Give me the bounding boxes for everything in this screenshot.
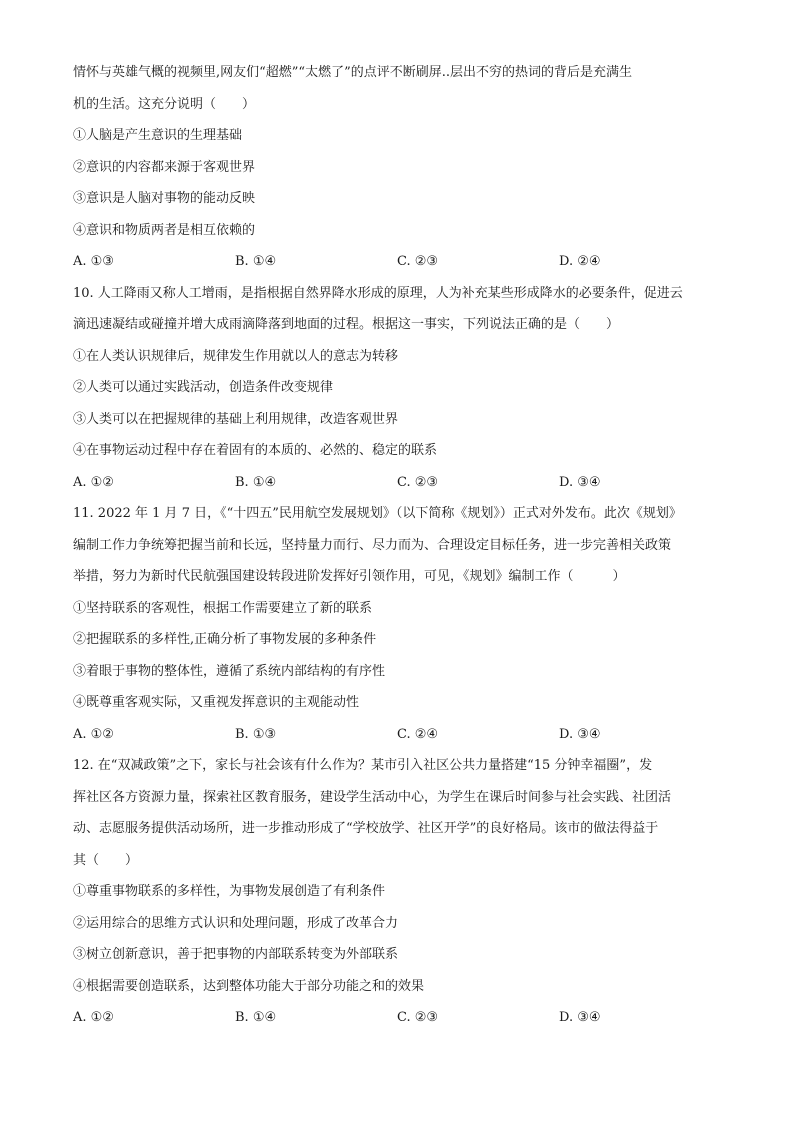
question-11 [73, 503, 723, 746]
statement-1: ①尊重事物联系的多样性，为事物发展创造了有利条件 [73, 884, 386, 899]
question-stem-line: 编制工作力争统筹把握当前和长远，坚持量力而行、尽力而为、合理设定目标任务，进一步完善相关政策 [73, 537, 672, 553]
question-12 [73, 755, 723, 1029]
option-b: B. ①④ [235, 254, 277, 269]
question-10 [73, 283, 723, 494]
option-b: B. ①④ [235, 474, 277, 490]
statement-3: ③意识是人脑对事物的能动反映 [73, 191, 256, 206]
question-stem-line: 其（ ） [73, 852, 139, 868]
question-stem-line: 12. 在“双减政策”之下，家长与社会该有什么作为？某市引入社区公共力量搭建“15 分钟幸福圈”，发 [73, 758, 653, 773]
option-a: A. ①② [73, 1010, 114, 1025]
question-stem-line: 情怀与英雄气概的视频里,网友们“超燃”“太燃了”的点评不断刷屏..层出不穷的热词的背后是充满生 [73, 65, 632, 80]
statement-4: ④意识和物质两者是相互依赖的 [73, 222, 256, 238]
option-a: A. ①② [73, 726, 114, 742]
option-d: D. ③④ [559, 474, 601, 490]
statement-4: ④在事物运动过程中存在着固有的本质的、必然的、稳定的联系 [73, 443, 438, 458]
exam-page [73, 62, 723, 1029]
question-stem-line: 11. 2022 年 1 月 7 日，《“十四五”民用航空发展规划》（以下简称《规划》）正式对外发布。此次《规划》 [73, 506, 682, 521]
statement-4: ④既尊重客观实际，又重视发挥意识的主观能动性 [73, 695, 360, 710]
statement-1: ①在人类认识规律后，规律发生作用就以人的意志为转移 [73, 348, 399, 364]
option-c: C. ②④ [397, 726, 439, 742]
question-9 [73, 62, 723, 273]
option-c: C. ②③ [397, 474, 439, 490]
statement-3: ③树立创新意识，善于把事物的内部联系转变为外部联系 [73, 947, 399, 962]
option-a: A. ①③ [73, 254, 114, 269]
option-b: B. ①③ [235, 726, 277, 742]
statement-2: ②运用综合的思维方式认识和处理问题，形成了改革合力 [73, 915, 399, 931]
statement-3: ③着眼于事物的整体性，遵循了系统内部结构的有序性 [73, 663, 386, 679]
answer-options [73, 251, 723, 273]
option-c: C. ②③ [397, 1010, 439, 1025]
question-stem-line: 动、志愿服务提供活动场所，进一步推动形成了“学校放学、社区开学”的良好格局。该市的做法得益于 [73, 821, 659, 836]
answer-options [73, 724, 723, 746]
question-stem-line: 举措，努力为新时代民航强国建设转段进阶发挥好引领作用，可见，《规划》编制工作（ ） [73, 569, 626, 584]
question-stem-line: 10. 人工降雨又称人工增雨，是指根据自然界降水形成的原理，人为补充某些形成降水的必要条件，促进云 [73, 285, 683, 301]
answer-options [73, 1007, 723, 1029]
question-stem-line: 机的生活。这充分说明（ ） [73, 96, 256, 112]
statement-4: ④根据需要创造联系，达到整体功能大于部分功能之和的效果 [73, 978, 425, 994]
question-stem-line: 滴迅速凝结或碰撞并增大成雨滴降落到地面的过程。根据这一事实，下列说法正确的是（ ） [73, 317, 620, 332]
statement-1: ①人脑是产生意识的生理基础 [73, 128, 243, 143]
option-d: D. ②④ [559, 254, 601, 269]
option-d: D. ③④ [559, 1010, 601, 1025]
option-c: C. ②③ [397, 254, 439, 269]
statement-2: ②把握联系的多样性,正确分析了事物发展的多种条件 [73, 632, 377, 647]
option-d: D. ③④ [559, 726, 601, 742]
statement-2: ②意识的内容都来源于客观世界 [73, 159, 256, 175]
option-b: B. ①④ [235, 1010, 277, 1025]
question-stem-line: 挥社区各方资源力量，探索社区教育服务，建设学生活动中心，为学生在课后时间参与社会实践、社团活 [73, 789, 672, 805]
option-a: A. ①② [73, 474, 114, 490]
statement-1: ①坚持联系的客观性，根据工作需要建立了新的联系 [73, 600, 373, 616]
answer-options [73, 472, 723, 494]
statement-3: ③人类可以在把握规律的基础上利用规律，改造客观世界 [73, 411, 399, 427]
statement-2: ②人类可以通过实践活动，创造条件改变规律 [73, 380, 334, 395]
